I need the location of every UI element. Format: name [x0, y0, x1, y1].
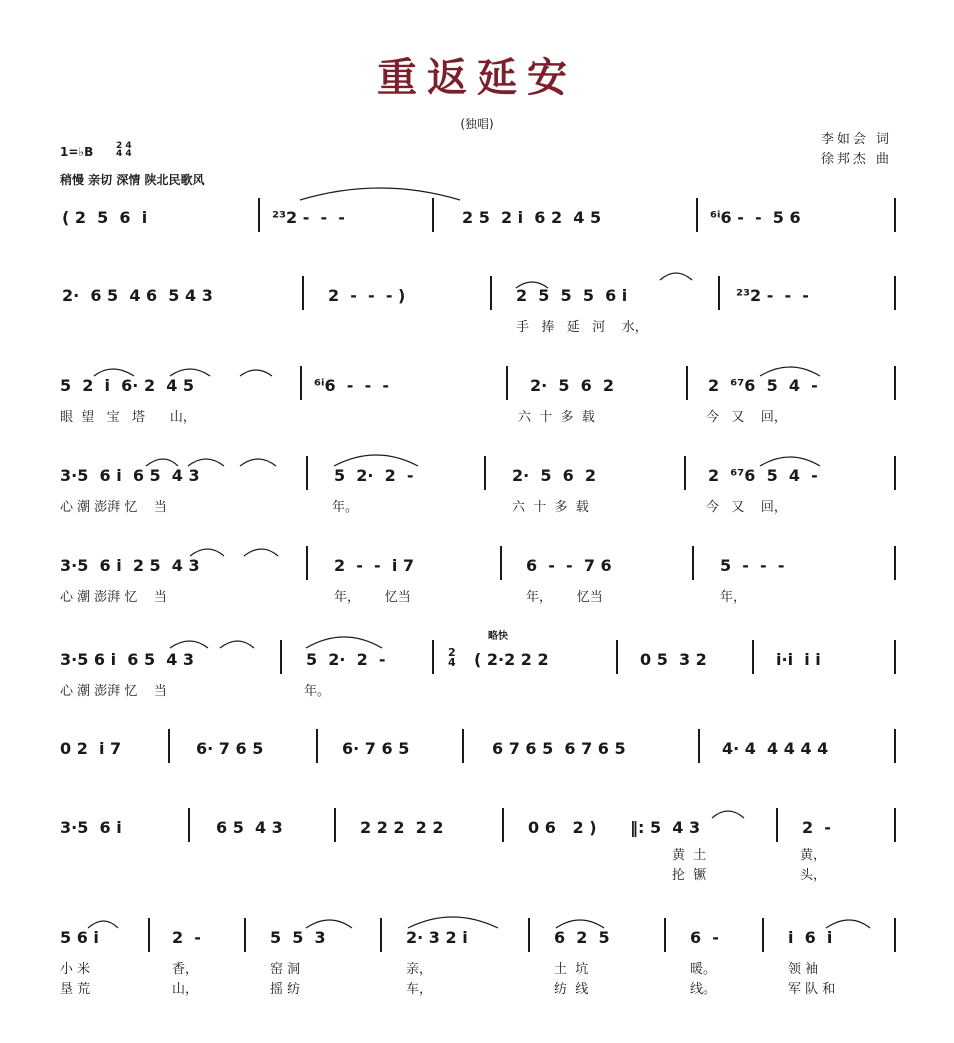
tempo-change: 略快: [488, 631, 508, 642]
staff-system-2: [0, 276, 954, 356]
barline: [894, 456, 896, 490]
lyrics-8-6: 黄，: [800, 848, 827, 863]
lyrics-5-4: 年，: [720, 590, 747, 605]
barline: [244, 918, 246, 952]
lyrics-2-3: 手 捧 延 河 水，: [516, 320, 648, 335]
measure-1-2: ²³2 - - -: [272, 208, 345, 227]
measure-3-4: 2 ⁶⁷6 5 4 -: [708, 376, 818, 395]
barline: [894, 640, 896, 674]
lyrics-9-7: 领 袖: [788, 962, 819, 977]
lyrics-6-2: 年。: [304, 684, 331, 699]
lyrics-9-3: 窑 洞: [270, 962, 301, 977]
barline: [148, 918, 150, 952]
barline: [334, 808, 336, 842]
measure-9-5: 6 2 5: [554, 928, 610, 947]
lyrics2-9-3: 摇 纺: [270, 982, 301, 997]
barline: [686, 366, 688, 400]
barline: [300, 366, 302, 400]
measure-8-6: 2 -: [802, 818, 831, 837]
lyrics-9-5: 土 坑: [554, 962, 589, 977]
measure-4-2: 5 2· 2 -: [334, 466, 414, 485]
lyrics-9-6: 暖。: [690, 962, 717, 977]
lyrics2-9-6: 线。: [690, 982, 717, 997]
time-signature-b: 4 4: [116, 149, 132, 159]
song-title: 重返延安: [377, 54, 577, 101]
performance-note: (独唱): [460, 117, 494, 131]
barline: [692, 546, 694, 580]
barline: [302, 276, 304, 310]
lyrics-5-3: 年， 忆当: [526, 590, 603, 605]
measure-6-3: ( 2·2 2 2: [474, 650, 549, 669]
measure-9-3: 5 5 3: [270, 928, 326, 947]
measure-7-5: 4· 4 4 4 4 4: [722, 739, 829, 758]
barline: [894, 276, 896, 310]
lyrics-3-3: 六 十 多 载: [518, 410, 595, 425]
barline: [894, 198, 896, 232]
barline: [894, 808, 896, 842]
barline: [762, 918, 764, 952]
lyrics-4-4: 今 又 回，: [706, 500, 787, 515]
lyrics2-9-7: 军 队 和: [788, 982, 836, 997]
measure-6-2: 5 2· 2 -: [306, 650, 386, 669]
staff-system-5: [0, 546, 954, 626]
lyrics2-9-2: 山，: [172, 982, 199, 997]
barline: [484, 456, 486, 490]
measure-8-1: 3·5 6 i: [60, 818, 122, 837]
lyrics-5-1: 心 潮 澎湃 忆 当: [60, 590, 167, 605]
measure-1-1: ( 2 5 6 i: [62, 208, 148, 227]
staff-system-8: [0, 808, 954, 888]
lyrics2-9-1: 垦 荒: [60, 982, 91, 997]
measure-8-2: 6 5 4 3: [216, 818, 283, 837]
staff-system-3: [0, 366, 954, 446]
staff-system-9: [0, 918, 954, 998]
barline: [528, 918, 530, 952]
measure-3-3: 2· 5 6 2: [530, 376, 615, 395]
barline: [258, 198, 260, 232]
barline: [894, 918, 896, 952]
barline: [462, 729, 464, 763]
measure-2-1: 2· 6 5 4 6 5 4 3: [62, 286, 213, 305]
measure-9-1: 5 6 i: [60, 928, 99, 947]
measure-8-3: 2 2 2 2 2: [360, 818, 444, 837]
measure-4-1: 3·5 6 i 6 5 4 3: [60, 466, 200, 485]
barline: [432, 198, 434, 232]
composer-credit: 徐邦杰 曲: [820, 152, 892, 167]
barline: [188, 808, 190, 842]
lyrics2-9-5: 纺 线: [554, 982, 589, 997]
lyrics2-8-6: 头，: [800, 868, 827, 883]
barline: [432, 640, 434, 674]
lyrics2-9-4: 车，: [406, 982, 433, 997]
measure-7-4: 6 7 6 5 6 7 6 5: [492, 739, 626, 758]
barline: [490, 276, 492, 310]
lyrics-9-4: 亲，: [406, 962, 433, 977]
staff-system-1: [0, 198, 954, 278]
barline: [776, 808, 778, 842]
barline: [752, 640, 754, 674]
lyrics-3-4: 今 又 回，: [706, 410, 787, 425]
lyrics-5-2: 年， 忆当: [334, 590, 411, 605]
barline: [168, 729, 170, 763]
time-signature: [116, 142, 132, 158]
barline: [664, 918, 666, 952]
staff-system-4: [0, 456, 954, 536]
measure-4-4: 2 ⁶⁷6 5 4 -: [708, 466, 818, 485]
measure-3-1: 5 2 i 6· 2 4 5: [60, 376, 195, 395]
barline: [506, 366, 508, 400]
lyrics-9-2: 香，: [172, 962, 199, 977]
measure-7-1: 0 2 i 7: [60, 739, 122, 758]
barline: [500, 546, 502, 580]
barline: [894, 546, 896, 580]
measure-6-4: 0 5 3 2: [640, 650, 707, 669]
barline: [696, 198, 698, 232]
barline: [684, 456, 686, 490]
measure-5-1: 3·5 6 i 2 5 4 3: [60, 556, 200, 575]
time-change: [448, 648, 456, 668]
measure-7-3: 6· 7 6 5: [342, 739, 410, 758]
lyrics-3-1: 眼 望 宝 塔 山，: [60, 410, 196, 425]
measure-6-1: 3·5 6 i 6 5 4 3: [60, 650, 195, 669]
lyrics-4-1: 心 潮 澎湃 忆 当: [60, 500, 167, 515]
measure-4-3: 2· 5 6 2: [512, 466, 597, 485]
lyrics-6-1: 心 潮 澎湃 忆 当: [60, 684, 167, 699]
measure-9-7: i 6 i: [788, 928, 833, 947]
barline: [894, 729, 896, 763]
barline: [698, 729, 700, 763]
staff-system-6: [0, 631, 954, 720]
measure-2-3: 2 5 5 5 6 i: [516, 286, 628, 305]
measure-5-3: 6 - - 7 6: [526, 556, 612, 575]
barline: [316, 729, 318, 763]
measure-8-5: ‖: 5 4 3: [630, 818, 701, 837]
lyrics2-8-5: 抡 镢: [672, 868, 707, 883]
lyrics-4-2: 年。: [332, 500, 359, 515]
time-change-top: 2: [448, 646, 456, 659]
barline: [306, 546, 308, 580]
measure-9-6: 6 -: [690, 928, 719, 947]
measure-1-3: 2 5 2 i 6 2 4 5: [462, 208, 602, 227]
time-change-bottom: 4: [448, 656, 456, 669]
measure-9-4: 2· 3 2 i: [406, 928, 468, 947]
barline: [380, 918, 382, 952]
barline: [718, 276, 720, 310]
tempo-marking: 稍慢 亲切 深情 陕北民歌风: [60, 173, 205, 187]
measure-2-4: ²³2 - - -: [736, 286, 809, 305]
barline: [502, 808, 504, 842]
time-signature-a: 2 4: [116, 141, 132, 151]
measure-5-4: 5 - - -: [720, 556, 785, 575]
measure-3-2: ⁶ⁱ6 - - -: [314, 376, 389, 395]
staff-system-7: [0, 729, 954, 809]
measure-8-4: 0 6 2 ): [528, 818, 597, 837]
key-signature: 1=♭B: [60, 145, 94, 159]
measure-9-2: 2 -: [172, 928, 201, 947]
barline: [616, 640, 618, 674]
lyricist-credit: 李如会 词: [820, 132, 892, 147]
lyrics-9-1: 小 米: [60, 962, 91, 977]
measure-5-2: 2 - - i 7: [334, 556, 415, 575]
measure-6-5: i·i i i: [776, 650, 821, 669]
barline: [894, 366, 896, 400]
measure-7-2: 6· 7 6 5: [196, 739, 264, 758]
lyrics-8-5: 黄 土: [672, 848, 707, 863]
measure-1-4: ⁶ⁱ6 - - 5 6: [710, 208, 801, 227]
lyrics-4-3: 六 十 多 载: [512, 500, 589, 515]
barline: [280, 640, 282, 674]
measure-2-2: 2 - - - ): [328, 286, 406, 305]
barline: [306, 456, 308, 490]
